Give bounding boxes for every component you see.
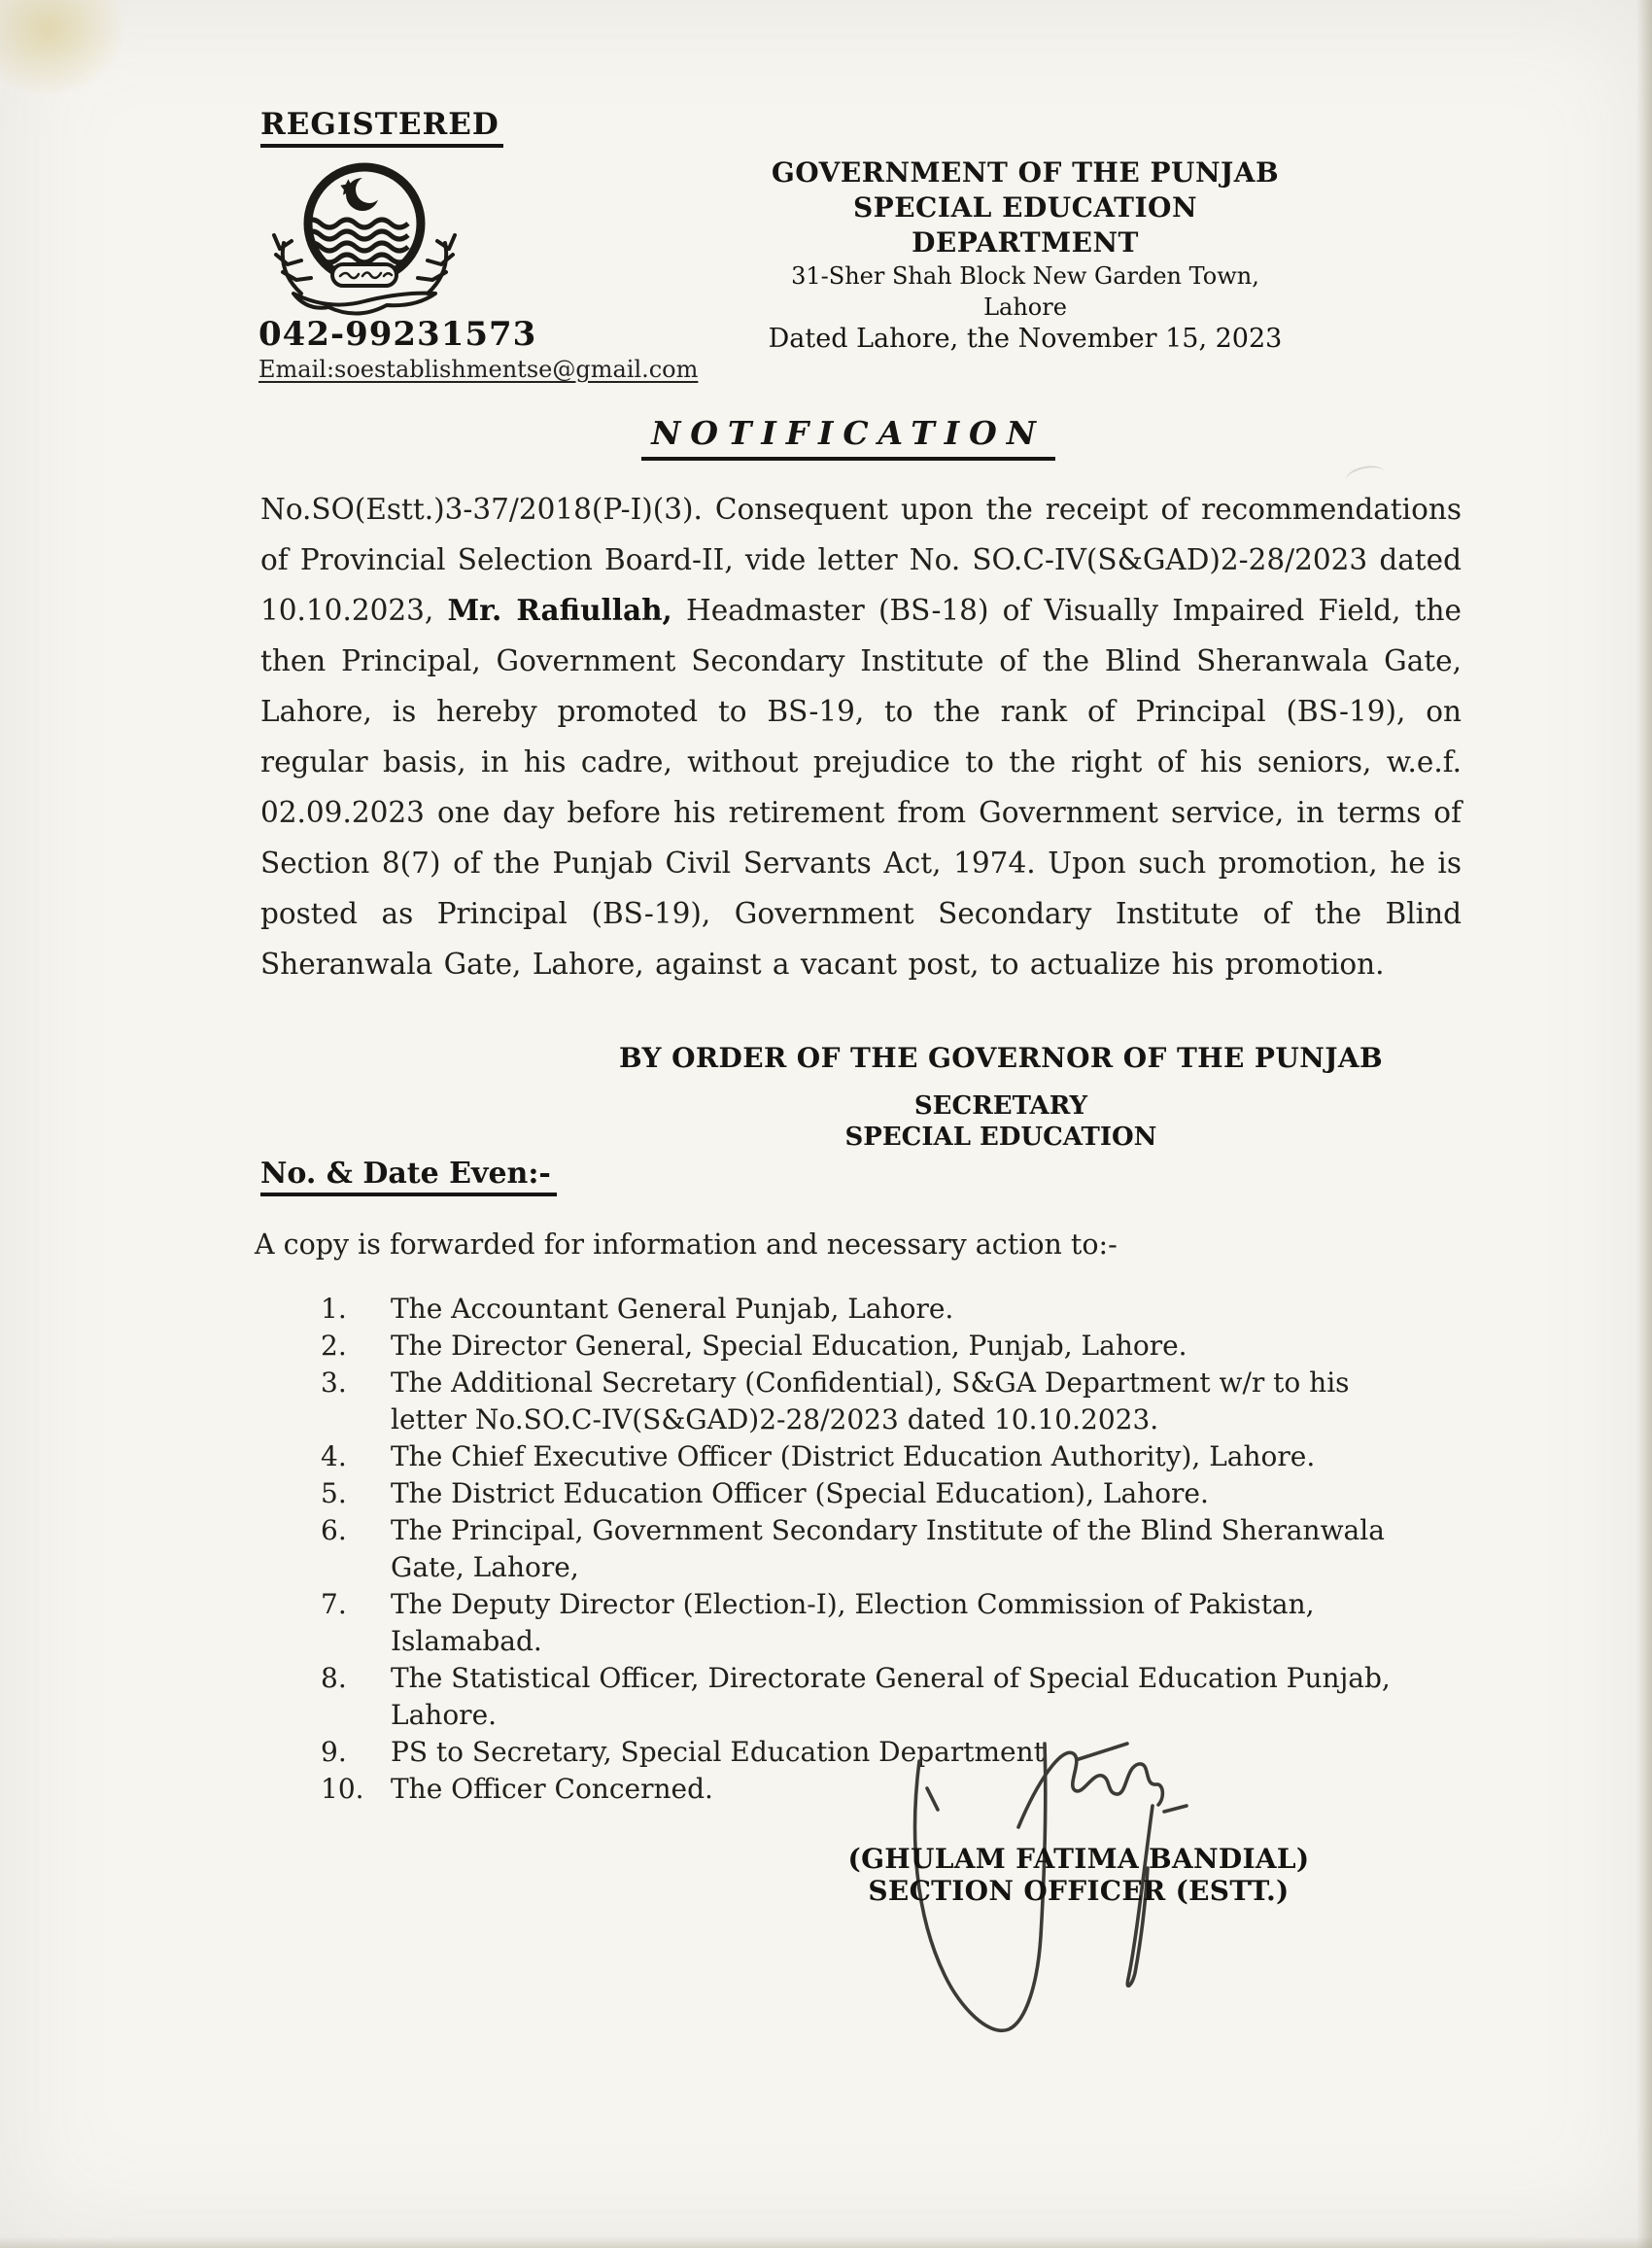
recipient-text: The Director General, Special Education, Punjab, Lahore. bbox=[391, 1330, 1187, 1362]
recipient-number: 10. bbox=[321, 1773, 364, 1805]
registered-label: REGISTERED bbox=[260, 107, 503, 148]
recipient-number: 7. bbox=[321, 1588, 347, 1620]
recipient-number: 9. bbox=[321, 1736, 347, 1768]
recipient-text: PS to Secretary, Special Education Department bbox=[391, 1736, 1045, 1768]
recipient-number: 6. bbox=[321, 1514, 347, 1546]
scan-edge-shadow-bottom bbox=[0, 2236, 1652, 2248]
recipient-text: The Principal, Government Secondary Institute of the Blind Sheranwala Gate, Lahore, bbox=[391, 1514, 1385, 1583]
recipient-number: 1. bbox=[321, 1293, 347, 1325]
notification-title: NOTIFICATION bbox=[641, 414, 1055, 461]
body-after-name: Headmaster (BS-18) of Visually Impaired Field, the then Principal, Government Secondary Institute of the Blind Sheranwala Gate, Lahore, is hereby promoted to BS-19, to the rank of Principal (BS-19), on regular basis, in his cadre, without prejudice to the right of his seniors, w.e.f. 02.09.2023 one day before his retirement from Government service, in terms of Section 8(7) of the Punjab Civil Servants Act, 1974. Upon such promotion, he is posted as Principal (BS-19), Government Secondary Institute of the Blind Sheranwala Gate, Lahore, against a vacant post, to actualize his promotion. bbox=[260, 594, 1462, 981]
recipient-list-item bbox=[321, 1734, 1448, 1771]
recipient-text: The Deputy Director (Election-I), Election Commission of Pakistan, Islamabad. bbox=[391, 1588, 1315, 1657]
letterhead bbox=[768, 156, 1283, 356]
recipient-list-item bbox=[321, 1586, 1448, 1660]
notification-body-paragraph bbox=[260, 484, 1462, 989]
letterhead-date-line: Dated Lahore, the November 15, 2023 bbox=[768, 324, 1283, 354]
secretary-line: SECRETARY bbox=[913, 1091, 1088, 1121]
letterhead-address: 31-Sher Shah Block New Garden Town, Lahore bbox=[791, 262, 1259, 321]
recipient-text: The Accountant General Punjab, Lahore. bbox=[391, 1293, 954, 1325]
recipient-text: The District Education Officer (Special Education), Lahore. bbox=[391, 1477, 1209, 1509]
recipient-number: 2. bbox=[321, 1330, 347, 1362]
phone-number: 042-99231573 bbox=[258, 315, 537, 354]
recipient-list-item bbox=[321, 1328, 1448, 1365]
recipient-list-item bbox=[321, 1660, 1448, 1734]
copy-forwarded-line: A copy is forwarded for information and necessary action to:- bbox=[255, 1228, 1118, 1261]
recipient-text: The Officer Concerned. bbox=[391, 1773, 713, 1805]
email-line: Email:soestablishmentse@gmail.com bbox=[258, 356, 699, 383]
scan-edge-shadow-right bbox=[1636, 0, 1652, 2248]
by-order-line: BY ORDER OF THE GOVERNOR OF THE PUNJAB bbox=[618, 1042, 1384, 1074]
special-education-line: SPECIAL EDUCATION bbox=[844, 1123, 1157, 1152]
punjab-government-crest-icon bbox=[264, 148, 465, 325]
recipient-number: 3. bbox=[321, 1366, 347, 1399]
body-before-name: No.SO(Estt.)3-37/2018(P-I)(3). Consequent upon the receipt of recommendations of Provincial Selection Board-II, vide letter No. SO.C-IV(S&GAD)2-28/2023 dated 10.10.2023, bbox=[260, 493, 1462, 627]
notification-title-wrap bbox=[533, 414, 1164, 461]
letterhead-department-line: SPECIAL EDUCATION DEPARTMENT bbox=[852, 191, 1198, 259]
recipient-list-item bbox=[321, 1475, 1448, 1512]
promotee-name: Mr. Rafiullah, bbox=[447, 593, 672, 627]
scan-corner-stain bbox=[0, 0, 126, 97]
recipient-text: The Statistical Officer, Directorate General of Special Education Punjab, Lahore. bbox=[391, 1662, 1391, 1731]
signatory-title: SECTION OFFICER (ESTT.) bbox=[868, 1875, 1290, 1907]
recipient-list-item bbox=[321, 1365, 1448, 1438]
recipient-number: 4. bbox=[321, 1440, 347, 1472]
recipient-list-item bbox=[321, 1291, 1448, 1328]
signature-block bbox=[836, 1843, 1322, 1907]
letterhead-government-line: GOVERNMENT OF THE PUNJAB bbox=[771, 156, 1280, 189]
recipient-text: The Additional Secretary (Confidential), S&GA Department w/r to his letter No.SO.C-IV(S&GAD)2-28/2023 dated 10.10.2023. bbox=[391, 1366, 1350, 1435]
no-and-date-label: No. & Date Even:- bbox=[260, 1157, 557, 1196]
recipient-number: 5. bbox=[321, 1477, 347, 1509]
recipient-number: 8. bbox=[321, 1662, 347, 1694]
recipient-text: The Chief Executive Officer (District Education Authority), Lahore. bbox=[391, 1440, 1316, 1472]
recipient-list-item bbox=[321, 1438, 1448, 1475]
recipient-list-item bbox=[321, 1771, 1448, 1808]
recipients-list bbox=[321, 1291, 1448, 1808]
recipient-list-item bbox=[321, 1512, 1448, 1586]
signatory-name: (GHULAM FATIMA BANDIAL) bbox=[847, 1843, 1310, 1875]
order-block bbox=[544, 1042, 1458, 1153]
